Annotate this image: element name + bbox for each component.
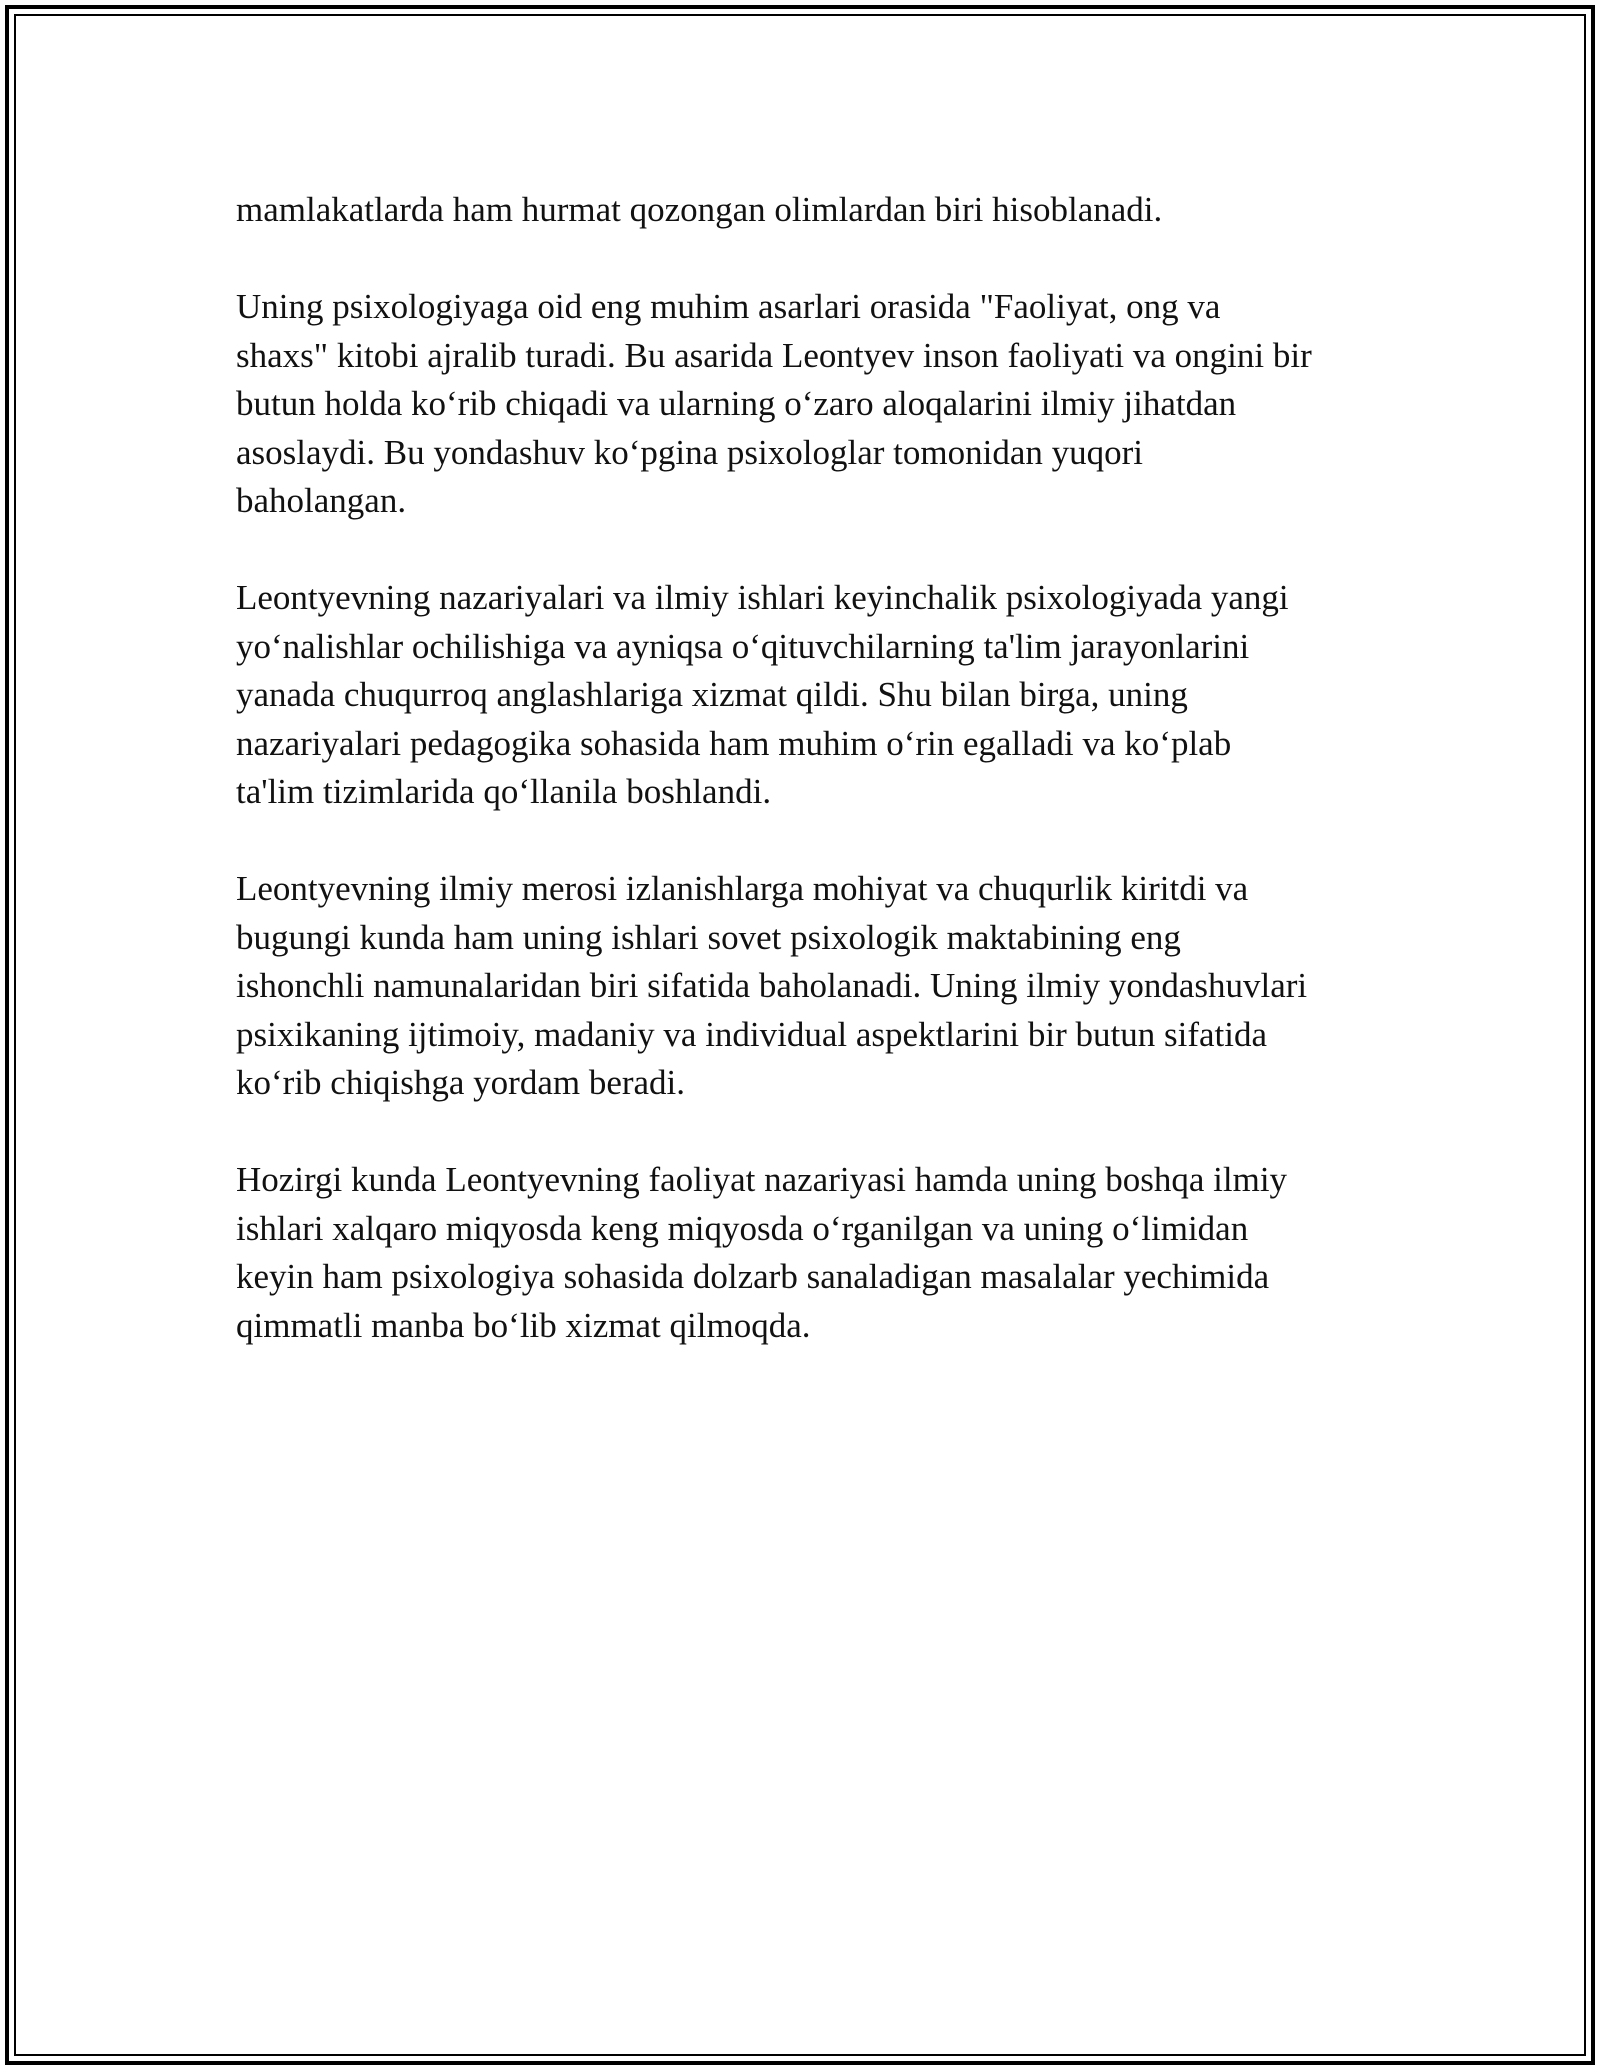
paragraph-4: Leontyevning ilmiy merosi izlanishlarga mohiyat va chuqurlik kiritdi va bugungi kunda ham uning ishlari sovet psixologik maktabining eng ishonchli namunalaridan biri sifatida baholanadi. Uning ilmiy yondashuvlari psixikaning ijtimoiy, madaniy va individual aspektlarini bir butun sifatida ko‘rib chiqishga yordam beradi. [236,869,1308,1102]
paragraph-1: mamlakatlarda ham hurmat qozongan olimlardan biri hisoblanadi. [236,190,1163,229]
paragraph-5: Hozirgi kunda Leontyevning faoliyat nazariyasi hamda uning boshqa ilmiy ishlari xalqaro miqyosda keng miqyosda o‘rganilgan va uning o‘limidan keyin ham psixologiya sohasida dolzarb sanaladigan masalalar yechimida qimmatli manba bo‘lib xizmat qilmoqda. [236,1160,1288,1345]
paragraph-2: Uning psixologiyaga oid eng muhim asarlari orasida "Faoliyat, ong va shaxs" kitobi ajralib turadi. Bu asarida Leontyev inson faoliyati va ongini bir butun holda ko‘rib chiqadi va ularning o‘zaro aloqalarini ilmiy jihatdan asoslaydi. Bu yondashuv ko‘pgina psixologlar tomonidan yuqori baholangan. [236,287,1312,520]
paragraph-3: Leontyevning nazariyalari va ilmiy ishlari keyinchalik psixologiyada yangi yo‘nalishlar ochilishiga va ayniqsa o‘qituvchilarning ta'lim jarayonlarini yanada chuqurroq anglashlariga xizmat qildi. Shu bilan birga, uning nazariyalari pedagogika sohasida ham muhim o‘rin egalladi va ko‘plab ta'lim tizimlarida qo‘llanila boshlandi. [236,578,1289,811]
document-body [236,186,1386,1399]
